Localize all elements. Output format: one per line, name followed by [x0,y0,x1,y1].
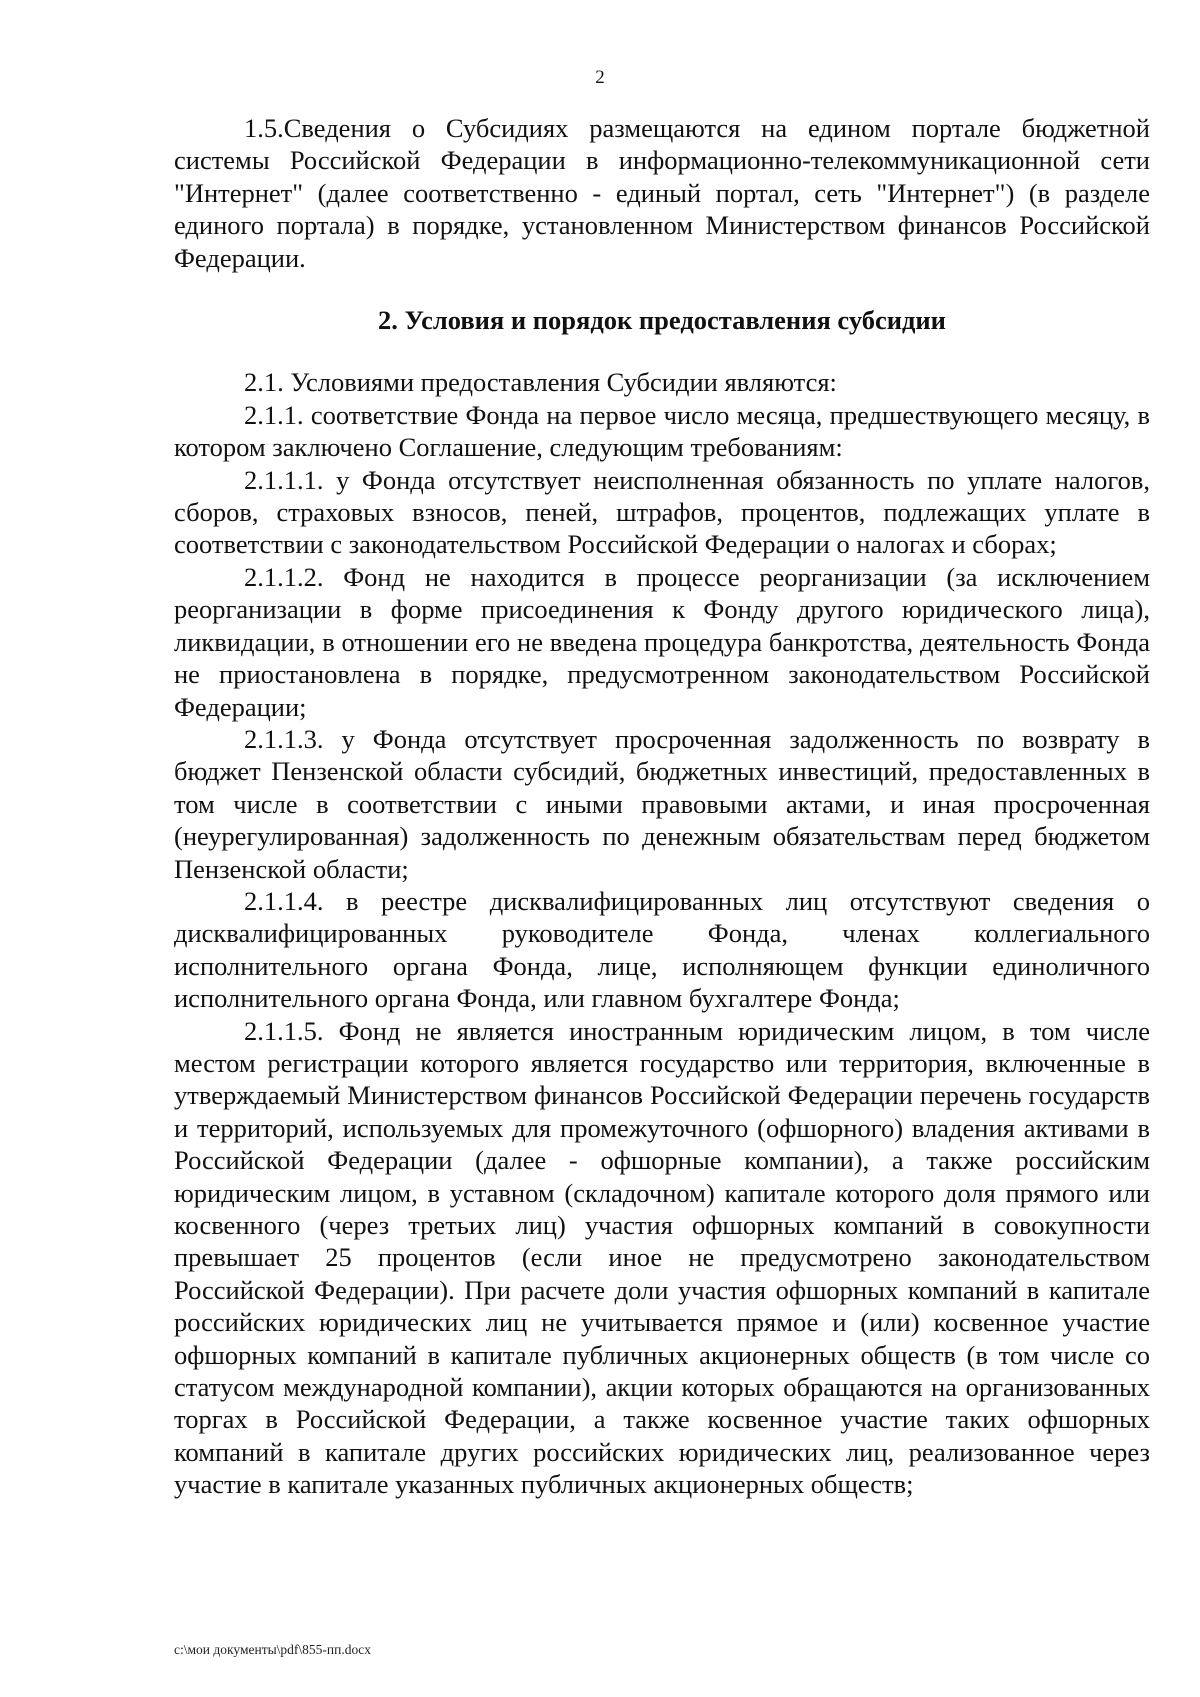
paragraph-2-1-1: 2.1.1. соответствие Фонда на первое число месяца, предшествующего месяцу, в котором заключено Соглашение, следующим требованиям: [174,399,1150,463]
paragraph-2-1-1-5: 2.1.1.5. Фонд не является иностранным юридическим лицом, в том числе местом регистрации которого является государство или территория, включенные в утверждаемый Министерством финансов Российской Федерации перечень государств и территорий, используемых для промежуточного (офшорного) владения активами в Российской Федерации (далее - офшорные компании), а также российским юридическим лицом, в уставном (складочном) капитале которого доля прямого или косвенного (через третьих лиц) участия офшорных компаний в совокупности превышает 25 процентов (если иное не предусмотрено законодательством Российской Федерации). При расчете доли участия офшорных компаний в капитале российских юридических лиц не учитывается прямое и (или) косвенное участие офшорных компаний в капитале публичных акционерных обществ (в том числе со статусом международной компании), акции которых обращаются на организованных торгах в Российской Федерации, а также косвенное участие таких офшорных компаний в капитале других российских юридических лиц, реализованное через участие в капитале указанных публичных акционерных обществ; [174,1015,1150,1500]
paragraph-2-1-1-4: 2.1.1.4. в реестре дисквалифицированных лиц отсутствуют сведения о дисквалифицированных руководителе Фонда, членах коллегиального исполнительного органа Фонда, лице, исполняющем функции единоличного исполнительного органа Фонда, или главном бухгалтере Фонда; [174,885,1150,1014]
paragraph-2-1-1-3: 2.1.1.3. у Фонда отсутствует просроченная задолженность по возврату в бюджет Пензенской области субсидий, бюджетных инвестиций, предоставленных в том числе в соответствии с иными правовыми актами, и иная просроченная (неурегулированная) задолженность по денежным обязательствам перед бюджетом Пензенской области; [174,723,1150,884]
paragraph-2-1-1-2: 2.1.1.2. Фонд не находится в процессе реорганизации (за исключением реорганизации в форме присоединения к Фонду другого юридического лица), ликвидации, в отношении его не введена процедура банкротства, деятельность Фонда не приостановлена в порядке, предусмотренном законодательством Российской Федерации; [174,561,1150,722]
page-number: 2 [595,67,605,88]
section-heading: 2. Условия и порядок предоставления субсидии [378,305,946,336]
paragraph-2-1-1-1: 2.1.1.1. у Фонда отсутствует неисполненная обязанность по уплате налогов, сборов, страховых взносов, пеней, штрафов, процентов, подлежащих уплате в соответствии с законодательством Российской Федерации о налогах и сборах; [174,464,1150,560]
document-body [174,112,1150,1501]
paragraph-2-1: 2.1. Условиями предоставления Субсидии являются: [244,367,837,398]
paragraph-1-5: 1.5.Сведения о Субсидиях размещаются на едином портале бюджетной системы Российской Федерации в информационно-телекоммуникационной сети "Интернет" (далее соответственно - единый портал, сеть "Интернет") (в разделе единого портала) в порядке, установленном Министерством финансов Российской Федерации. [174,113,1150,273]
footer-file-path: c:\мои документы\pdf\855-пп.docx [174,1642,371,1657]
